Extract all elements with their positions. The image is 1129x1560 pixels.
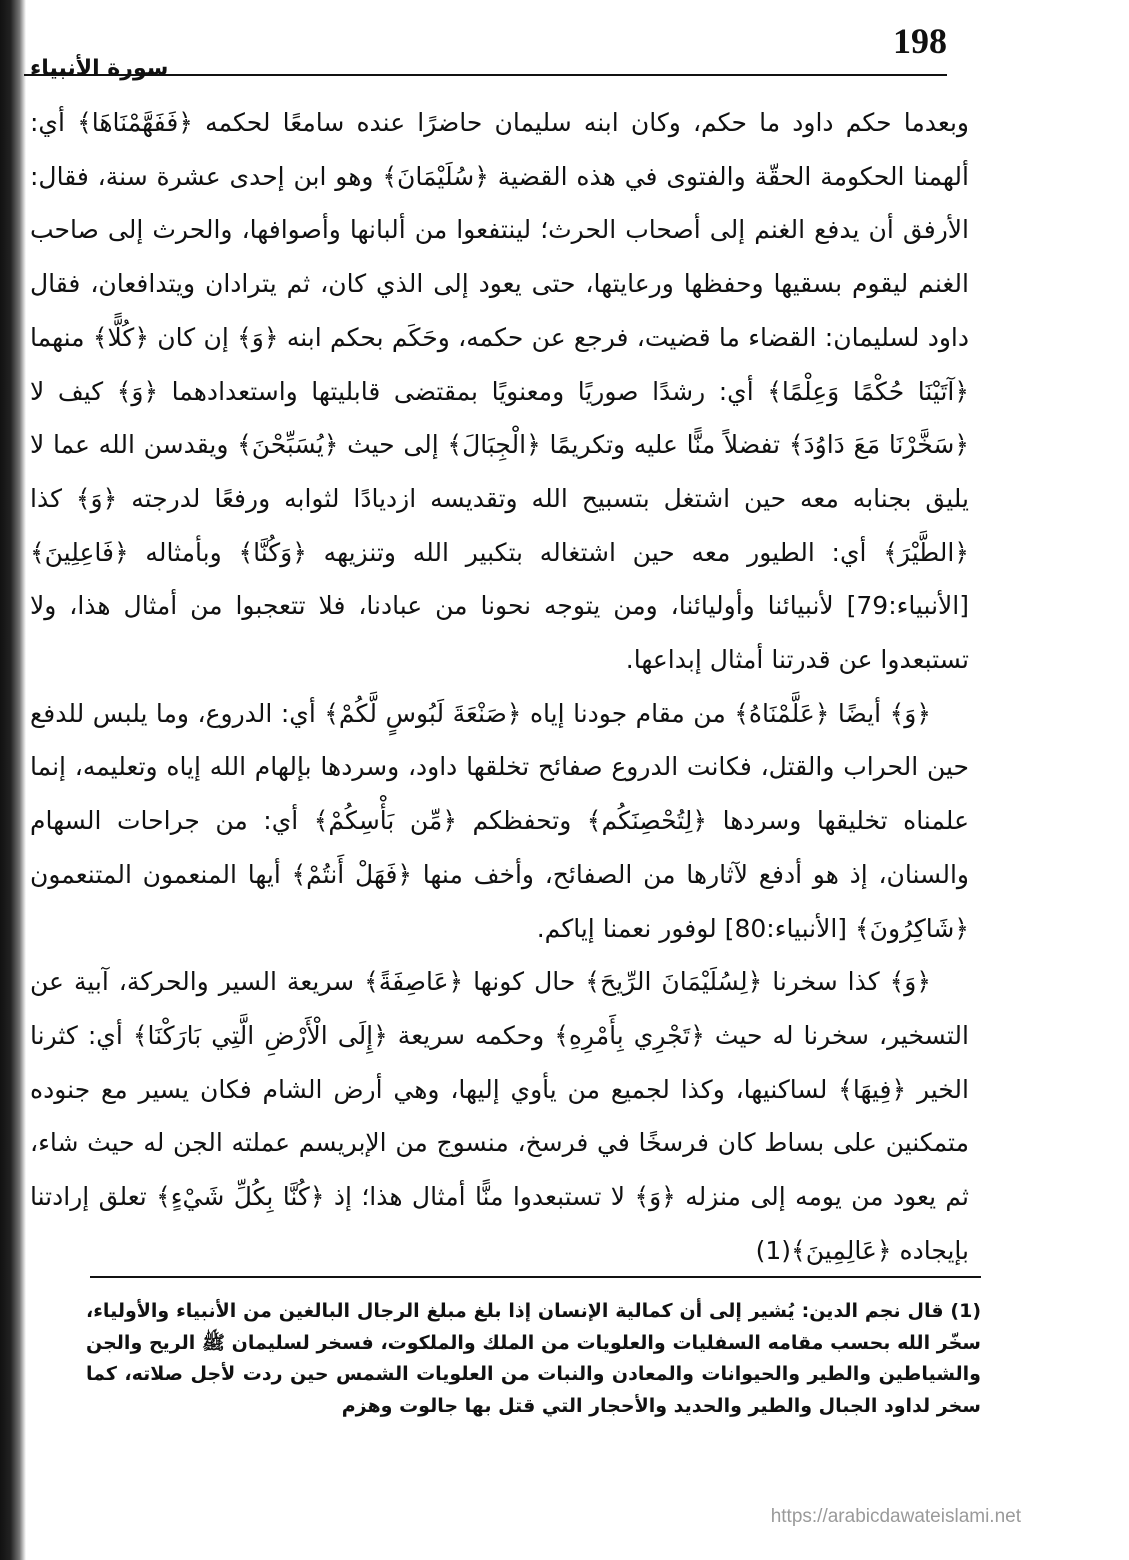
footnotes (86, 1296, 981, 1422)
page-number: 198 (893, 21, 947, 61)
surah-title: سورة الأنبياء (30, 56, 169, 81)
paragraph: ﴿وَ﴾ كذا سخرنا ﴿لِسُلَيْمَانَ الرِّيحَ﴾ حال كونها ﴿عَاصِفَةً﴾ سريعة السير والحركة، آبية عن التسخير، سخرنا له حيث ﴿تَجْرِي بِأَمْرِهِ﴾ وحكمه سريعة ﴿إِلَى الْأَرْضِ الَّتِي بَارَكْنَا﴾ أي: كثرنا الخير ﴿فِيهَا﴾ لساكنيها، وكذا لجميع من يأوي إليها، وهي أرض الشام فكان يسير مع جنوده متمكنين على بساط كان فرسخًا في فرسخ، منسوج من الإبريسم عملته الجن له حيث شاء، ثم يعود من يومه إلى منزله ﴿وَ﴾ لا تستبعدوا منًّا أمثال هذا؛ إذ ﴿كُنَّا بِكُلِّ شَيْءٍ﴾ تعلق إرادتنا بإيجاده ﴿عَالِمِينَ﴾(1) (30, 967, 969, 1265)
scan-binding-shadow (0, 0, 26, 1560)
watermark-url: https://arabicdawateislami.net (770, 1506, 1021, 1527)
footnote-divider (90, 1276, 981, 1278)
page-header (24, 18, 947, 80)
footnote: (1) قال نجم الدين: يُشير إلى أن كمالية الإنسان إذا بلغ مبلغ الرجال البالغين من الأنبياء والأولياء، سخّر الله بحسب مقامه السفليات والعلويات من الملك والملكوت، فسخر لسليمان ﷺ الريح والجن والشياطين والطير والحيوانات والمعادن والنبات من العلويات الشمس حين ردت لأجل صلاته، كما سخر لداود الجبال والطير والحديد والأحجار التي قتل بها جالوت وهزم (86, 1300, 981, 1417)
paragraph: ﴿وَ﴾ أيضًا ﴿عَلَّمْنَاهُ﴾ من مقام جودنا إياه ﴿صَنْعَةَ لَبُوسٍ لَّكُمْ﴾ أي: الدروع، وما يلبس للدفع حين الحراب والقتل، فكانت الدروع صفائح تخلقها داود، وسردها بإلهام الله إياه وتعليمه، إنما علمناه تخليقها وسردها ﴿لِتُحْصِنَكُم﴾ وتحفظكم ﴿مِّن بَأْسِكُمْ﴾ أي: من جراحات السهام والسنان، إذ هو أدفع لآثارها من الصفائح، وأخف منها ﴿فَهَلْ أَنتُمْ﴾ أيها المنعمون المتنعمون ﴿شَاكِرُونَ﴾ [الأنبياء:80] لوفور نعمنا إياكم. (30, 698, 969, 943)
paragraph: وبعدما حكم داود ما حكم، وكان ابنه سليمان حاضرًا عنده سامعًا لحكمه ﴿فَفَهَّمْنَاهَا﴾ أي: ألهمنا الحكومة الحقّة والفتوى في هذه القضية ﴿سُلَيْمَانَ﴾ وهو ابن إحدى عشرة سنة، فقال: الأرفق أن يدفع الغنم إلى أصحاب الحرث؛ لينتفعوا من ألبانها وأصوافها، والحرث إلى صاحب الغنم ليقوم بسقيها وحفظها ورعايتها، حتى يعود إلى الذي كان، ثم يترادان ويتدافعان، فقال داود لسليمان: القضاء ما قضيت، فرجع عن حكمه، وحَكَم بحكم ابنه ﴿وَ﴾ إن كان ﴿كُلًّا﴾ منهما ﴿آتَيْنَا حُكْمًا وَعِلْمًا﴾ أي: رشدًا صوريًا ومعنويًا بمقتضى قابليتها واستعدادهما ﴿وَ﴾ كيف لا ﴿سَخَّرْنَا مَعَ دَاوُدَ﴾ تفضلاً منًّا عليه وتكريمًا ﴿الْجِبَالَ﴾ إلى حيث ﴿يُسَبِّحْنَ﴾ ويقدسن الله عما لا يليق بجنابه معه حين اشتغل بتسبيح الله وتقديسه ازديادًا لثوابه ورفعًا لدرجته ﴿وَ﴾ كذا ﴿الطَّيْرَ﴾ أي: الطيور معه حين اشتغاله بتكبير الله وتنزيهه ﴿وَكُنَّا﴾ وبأمثاله ﴿فَاعِلِينَ﴾ [الأنبياء:79] لأنبيائنا وأوليائنا، ومن يتوجه نحونا من عبادنا، فلا تتعجبوا من أمثال هذا، ولا تستبعدوا عن قدرتنا أمثال إبداعها. (30, 108, 969, 675)
main-text (30, 96, 969, 1277)
header-divider (24, 74, 947, 76)
